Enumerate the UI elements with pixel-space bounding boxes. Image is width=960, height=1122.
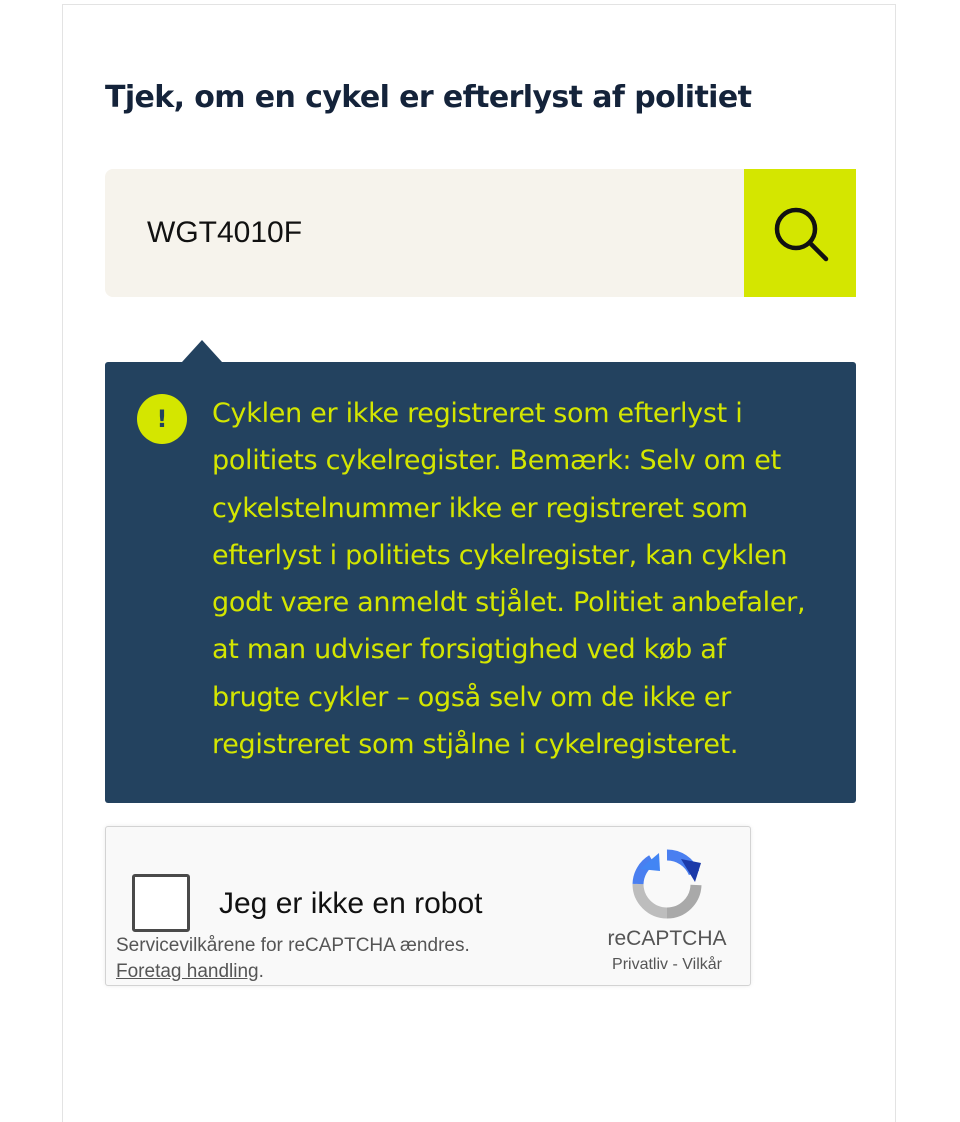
search-icon — [770, 203, 830, 263]
link-separator: - — [668, 956, 683, 973]
recaptcha-terms — [116, 933, 470, 985]
recaptcha-widget — [105, 826, 751, 986]
alert-pointer — [182, 340, 222, 362]
search-bar — [105, 169, 856, 297]
exclamation-icon: ! — [137, 394, 187, 444]
recaptcha-links — [576, 956, 758, 974]
recaptcha-terms-action-suffix: . — [258, 961, 264, 982]
recaptcha-brand: reCAPTCHA — [607, 927, 727, 950]
terms-link[interactable]: Vilkår — [682, 956, 722, 973]
privacy-link[interactable]: Privatliv — [612, 956, 669, 973]
result-alert — [105, 362, 856, 803]
recaptcha-terms-notice: Servicevilkårene for reCAPTCHA ændres. — [116, 935, 470, 956]
page-title: Tjek, om en cykel er efterlyst af politiet — [105, 80, 752, 115]
recaptcha-checkbox[interactable] — [132, 874, 190, 932]
recaptcha-terms-action-link[interactable]: Foretag handling — [116, 961, 259, 982]
recaptcha-label: Jeg er ikke en robot — [219, 887, 483, 920]
search-input[interactable] — [105, 169, 744, 297]
recaptcha-logo-icon — [632, 849, 702, 919]
search-button[interactable] — [744, 169, 856, 297]
alert-message: Cyklen er ikke registreret som efterlyst i politiets cykelregister. Bemærk: Selv om et cykelstelnummer ikke er registreret som efterlyst i politiets cykelregister, kan cyklen godt være anmeldt stjålet. Politiet anbefaler, at man udviser forsigtighed ved køb af brugte cykler – også selv om de ikke er registreret som stjålne i cykelregisteret. — [212, 398, 806, 761]
